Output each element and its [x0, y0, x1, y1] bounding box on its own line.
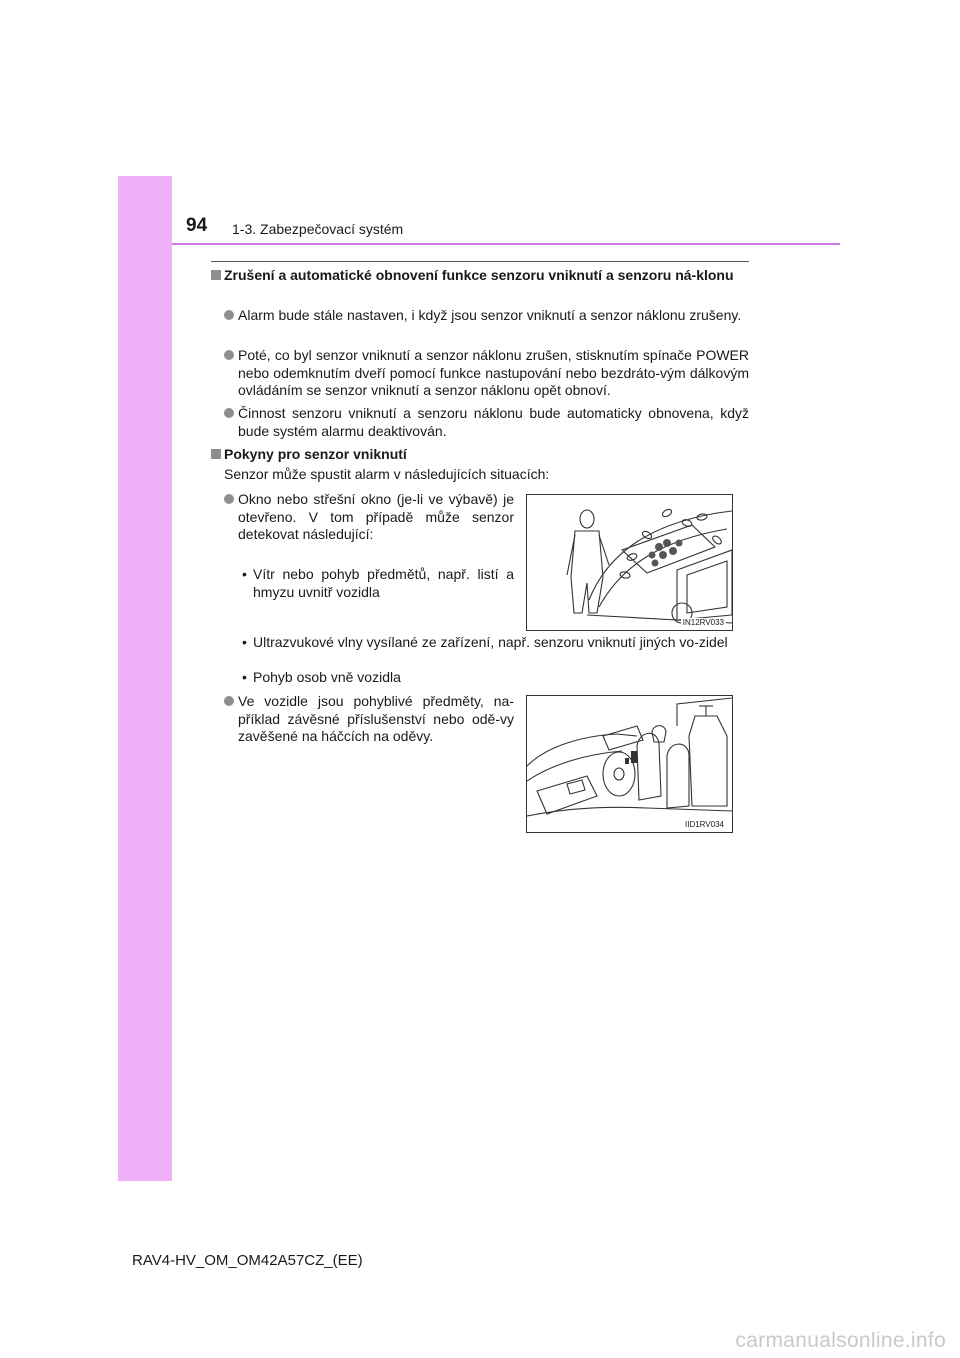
sub-list-item: Pohyb osob vně vozidla — [253, 669, 401, 685]
content-divider — [211, 261, 749, 262]
section-heading — [211, 267, 749, 285]
list-item: Ve vozidle jsou pohyblivé předměty, na-příklad závěsné příslušenství nebo odě-vy zavěšené na háčcích na oděvy. — [238, 693, 514, 744]
figure-open-sunroof — [526, 494, 733, 631]
list-item: Činnost senzoru vniknutí a senzoru náklonu bude automaticky obnovena, když bude systém alarmu deaktivován. — [238, 405, 749, 439]
dash-bullet: • — [242, 566, 247, 582]
round-bullet-icon — [224, 405, 234, 423]
header-divider — [172, 243, 840, 245]
section-heading — [211, 446, 749, 464]
sub-list-item: Vítr nebo pohyb předmětů, např. listí a hmyzu uvnitř vozidla — [253, 566, 514, 600]
figure-code: IN12RV033 — [682, 618, 724, 627]
round-bullet-icon — [224, 347, 234, 365]
car-interior-illustration — [527, 696, 732, 832]
list-item: Poté, co byl senzor vniknutí a senzor náklonu zrušen, stisknutím spínače POWER nebo odemknutím dveří pomocí funkce nastupování nebo bezdráto-vým dálkovým ovládáním se senzor vniknutí a senzor náklonu opět obnoví. — [238, 347, 749, 398]
list-item: Alarm bude stále nastaven, i když jsou senzor vniknutí a senzor náklonu zrušeny. — [238, 307, 742, 323]
figure-code: IID1RV034 — [685, 820, 724, 829]
list-item: Okno nebo střešní okno (je-li ve výbavě) je otevřeno. V tom případě může senzor detekovat následující: — [238, 491, 514, 542]
round-bullet-icon — [224, 307, 234, 325]
chapter-sidebar-tab — [118, 176, 172, 1181]
dash-bullet: • — [242, 669, 247, 685]
section-heading-text: Zrušení a automatické obnovení funkce senzoru vniknutí a senzoru ná-klonu — [224, 267, 734, 283]
page-number: 94 — [186, 215, 208, 236]
round-bullet-icon — [224, 693, 234, 711]
round-bullet-icon — [224, 491, 234, 509]
sub-list-item: Ultrazvukové vlny vysílané ze zařízení, např. senzoru vniknutí jiných vo-zidel — [253, 634, 728, 650]
dash-bullet: • — [242, 634, 247, 650]
square-bullet-icon — [211, 270, 221, 280]
figure-car-interior — [526, 695, 733, 833]
section-heading-text: Pokyny pro senzor vniknutí — [224, 446, 407, 462]
square-bullet-icon — [211, 449, 221, 459]
car-roof-leaves-illustration — [527, 495, 732, 630]
section-title: 1-3. Zabezpečovací systém — [232, 221, 404, 237]
watermark: carmanualsonline.info — [735, 1329, 946, 1352]
section-intro: Senzor může spustit alarm v následujících situacích: — [224, 466, 550, 482]
document-code: RAV4-HV_OM_OM42A57CZ_(EE) — [132, 1252, 363, 1269]
